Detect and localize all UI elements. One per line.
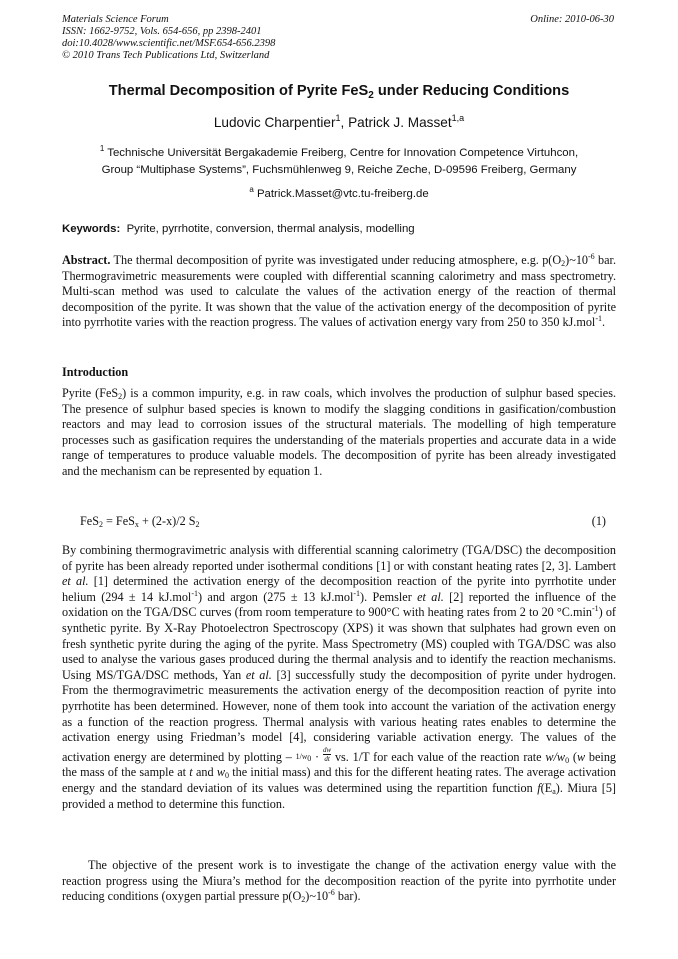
rate-expression: – $1/w_0$ · $\frac{dw}{dt}$ [285,745,332,764]
author-list: Ludovic Charpentier$^1$, Patrick J. Masset$^{1,a}$ [213,113,465,130]
author-email: $^a$ Patrick.Masset@vtc.tu-freiberg.de [249,185,429,200]
copyright-line: © 2010 Trans Tech Publications Ltd, Switzerland [62,50,270,61]
author-masset: Patrick J. Masset [348,115,452,130]
doi-line: doi:10.4028/www.scientific.net/MSF.654-656.2398 [62,38,276,49]
journal-header [62,14,275,62]
issn-line: ISSN: 1662-9752, Vols. 654-656, pp 2398-2401 [62,26,262,37]
abstract-label: Abstract. [62,253,111,267]
journal-name: Materials Science Forum [62,14,169,25]
keywords [62,223,616,235]
affiliation-line-2: Group “Multiphase Systems”, Fuchsmühlenweg 9, Reiche Zeche, D-09596 Freiberg, Germany [101,164,577,176]
affiliation [62,145,616,179]
paper-title: Thermal Decomposition of Pyrite FeS$_2$ under Reducing Conditions [108,83,570,101]
section-heading-introduction: Introduction [62,365,129,379]
keywords-text: Pyrite, pyrrhotite, conversion, thermal analysis, modelling [120,223,415,235]
intro-paragraph-3: The objective of the present work is to investigate the change of the activation energy value with the reaction progress using the Miura’s method for the decomposition reaction of the pyrite into pyrrhotite under reducing conditions (oxygen partial pressure $p(O_2)\sim 10^{-6}$ bar). [62,858,616,905]
equation-number: (1) [591,514,606,528]
abstract: Abstract. The thermal decomposition of pyrite was investigated under reducing atmosphere, e.g. $p(O_2)\sim 10^{-6}$ bar. Thermogravimetric measurements were coupled with differential scanning calorimetry and mass spectrometry. Multi-scan method was used to calculate the values of the activation energy of the reaction of thermal decomposition of the pyrite. It was shown that the value of the activation energy of the decomposition of pyrite into pyrrhotite varies with the reaction progress. The values of activation energy vary from 250 to 350 kJ.mol$^{-1}$. [62,252,616,330]
affiliation-line-1: $^1$ Technische Universität Bergakademie Freiberg, Centre for Innovation Competence Virtuhcon, [99,144,579,159]
keywords-label: Keywords: [62,223,121,235]
equation-1: FeS$_2$ = FeS$_x$ + (2-x)/2 $S_2$ (1) [80,514,606,529]
intro-paragraph-2: By combining thermogravimetric analysis with differential scanning calorimetry (TGA/DSC) the decomposition of pyrite has been already reported under isothermal conditions [1] or with constant heating rates [2, 3]. Lambert et al. [1] determined the activation energy of the decomposition reaction of the pyrite into pyrrhotite under helium (294 ± 14 kJ.mol$^{-1}$) and argon (275 ± 13 kJ.mol$^{-1}$). Pemsler et al. [2] reported the influence of the oxidation on the TGA/DSC curves (from room temperature to 900°C with heating rates from 2 to 20 $^\circ C.\min^{-1}$) of synthetic pyrite. By X-Ray Photoelectron Spectroscopy (XPS) it was shown that sulphates had grown even on fresh synthetic pyrite during the aging of the pyrite. Mass Spectrometry (MS) coupled with TGA/DSC was also used to analyse the various gases produced during the thermal analysis and to identify the reaction mechanisms. Using MS/TGA/DSC methods, Yan et al. [3] successfully study the decomposition of pyrite under hydrogen. From the thermogravimetric measurements the activation energy of the decomposition reaction of pyrite into pyrrhotite has been determined. However, none of them took into account the variation of the activation energy as a function of the reaction progress. Thermal analysis with various heating rates enables to determine the activation energy using Friedman’s model [4], considering variable activation energy. The values of the activation energy are determined by plotting – $1/w_0$ · $\frac{dw}{dt}$ vs. 1/T for each value of the reaction rate $w/w_0$ (w being the mass of the sample at t and $w_0$ the initial mass) and this for the different heating rates. The average activation energy and the standard deviation of its values was determined using the repartition function $f(E_a)$. Miura [5] provided a method to determine this function. [62,543,617,811]
author-charpentier: Ludovic Charpentier [213,115,336,130]
online-date: Online: 2010-06-30 [530,14,614,25]
intro-paragraph-1: Pyrite (FeS$_2$) is a common impurity, e.g. in raw coals, which involves the production of sulphur based species. The presence of sulphur based species is known to modify the slagging conditions in gasification/combustion reactors and may lead to corrosion issues of the structural materials. The modelling of high temperature processes such as gasification requires the understanding of the materials properties and accurate data in a wide range of temperatures to produce valuable models. The decomposition of pyrite has been already investigated and the mechanism can be represented by equation 1. [62,386,616,478]
